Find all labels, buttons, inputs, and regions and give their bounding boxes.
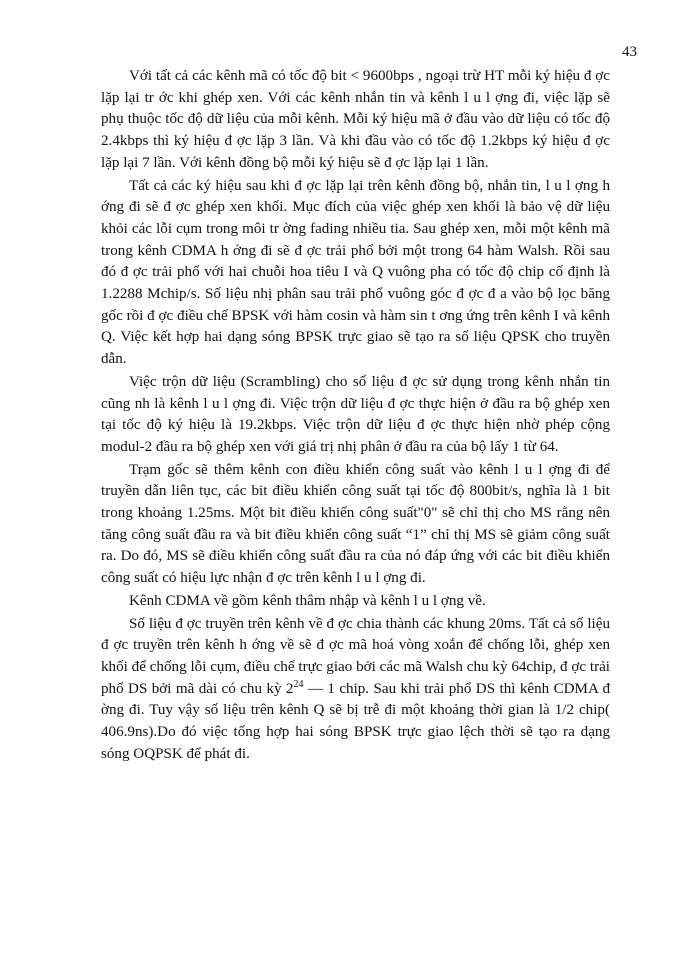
page-body bbox=[101, 66, 610, 766]
reverse-frames-continued: Sau khi trải phổ DS thì kênh CDMA đ ờng đi. Tuy vậy số liệu trên kênh Q sẽ bị trễ đi một khoảng thời gian là 1/2 chip( 406.9ns).Do đó việc tổng hợp hai sóng BPSK trực giao lệch thời sẽ tạo ra dạng sóng OQPSK để phát đi. bbox=[101, 680, 610, 762]
paragraph-repetition: Với tất cả các kênh mã có tốc độ bit < 9600bps , ngoại trừ HT mỗi ký hiệu đ ợc lặp lại tr ớc khi ghép xen. Với các kênh nhắn tin và kênh l u l ợng đi, việc lặp sẽ phụ thuộc tốc độ dữ liệu của mỗi kênh. Mỗi ký hiệu mã ở đầu vào dữ liệu có tốc độ 2.4kbps thì ký hiệu đ ợc lặp 3 lần. Và khi đầu vào có tốc độ 1.2kbps ký hiệu đ ợc lặp lại 7 lần. Với kênh đồng bộ mỗi ký hiệu sẽ đ ợc lặp lại 1 lần. bbox=[101, 68, 610, 171]
page-number: 43 bbox=[622, 44, 637, 60]
paragraph-interleaving: Tất cả các ký hiệu sau khi đ ợc lặp lại trên kênh đồng bộ, nhắn tin, l u l ợng h ớng đi sẽ đ ợc ghép xen khối. Mục đích của việc ghép xen khối là bảo vệ dữ liệu khỏi các lỗi cụm trong môi tr ờng fading nhiều tia. Sau ghép xen, mỗi một kênh mã trong kênh CDMA h ớng đi sẽ đ ợc trải phổ bởi một trong 64 hàm Walsh. Rồi sau đó đ ợc trải phổ với hai chuỗi hoa tiêu I và Q vuông pha có tốc độ chip cố định là 1.2288 Mchip/s. Số liệu nhị phân sau trải phổ vuông góc đ ợc đ a vào bộ lọc băng gốc rồi đ ợc điều chế BPSK với hàm cosin và hàm sin t ơng ứng trên kênh I và kênh Q. Việc kết hợp hai dạng sóng BPSK trực giao sẽ tạo ra số liệu QPSK cho truyền dẫn. bbox=[101, 177, 610, 368]
formula-tail: — 1 chip. bbox=[303, 680, 370, 697]
paragraph-reverse-channel: Kênh CDMA về gồm kênh thâm nhập và kênh l u l ợng về. bbox=[129, 592, 486, 609]
paragraph-reverse-frames bbox=[101, 614, 610, 766]
paragraph-power-control: Trạm gốc sẽ thêm kênh con điều khiển công suất vào kênh l u l ợng đi để truyền dẫn liên tục, các bit điều khiển công suất tại tốc độ 800bit/s, nghĩa là 1 bit trong khoảng 1.25ms. Một bit điều khiển công suất"0" sẽ chỉ thị cho MS rằng nên tăng công suất đầu ra và bit điều khiển công suất “1” chỉ thị MS sẽ giảm công suất ra. Do đó, MS sẽ điều khiển công suất đầu ra của nó đáp ứng với các bit điều khiển công suất có hiệu lực nhận đ ợc trên kênh l u l ợng đi. bbox=[101, 461, 610, 587]
paragraph-scrambling: Việc trộn dữ liệu (Scrambling) cho số liệu đ ợc sử dụng trong kênh nhắn tin cũng nh là kênh l u l ợng đi. Việc trộn dữ liệu đ ợc thực hiện ở đầu ra bộ ghép xen tại tốc độ ký hiệu là 19.2kbps. Việc trộn dữ liệu đ ợc thực hiện nhờ phép cộng modul-2 đầu ra bộ ghép xen với giá trị nhị phân ở đầu ra của bộ lấy 1 từ 64. bbox=[101, 373, 610, 455]
formula-exponent: 24 bbox=[293, 678, 304, 690]
reverse-frames-text: Số liệu đ ợc truyền trên kênh về đ ợc chia thành các khung 20ms. Tất cả số liệu đ ợc truyền trên kênh h ớng về sẽ đ ợc mã hoá vòng xoắn để chống lỗi, ghép xen khối để chống lỗi cụm, điều chế trực giao bởi các mã Walsh chu kỳ 64chip, đ ợc trải phổ DS bởi mã dài có chu kỳ 2 bbox=[101, 615, 610, 697]
